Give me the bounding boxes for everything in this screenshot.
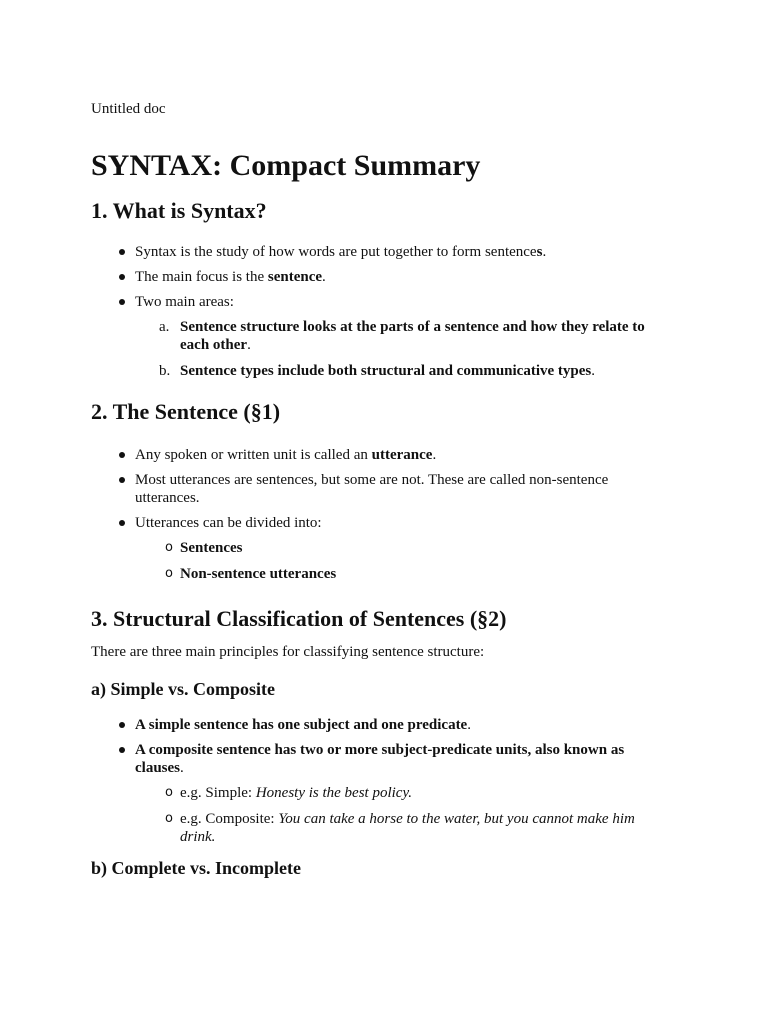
list-item (135, 446, 671, 464)
bold-text: Non-sentence utterances (180, 566, 337, 582)
section-heading-the-sentence: 2. The Sentence (§1) (91, 399, 281, 424)
list-item (165, 810, 671, 846)
bold-text: Sentence types include both structural and communicative types (180, 363, 592, 379)
list-marker: o (165, 811, 173, 826)
punctuation: . (542, 244, 547, 260)
list-marker: o (165, 566, 173, 581)
circle-list (165, 539, 671, 583)
alpha-list (159, 318, 671, 380)
list-marker: o (165, 540, 173, 555)
page-title: SYNTAX: Compact Summary (91, 149, 481, 182)
punctuation: . (322, 269, 326, 285)
list-item-text: Two main areas: (135, 294, 234, 310)
example-text: You can take a horse to the water, but you cannot make him drink. (180, 811, 635, 845)
list-marker: a. (159, 319, 170, 335)
bold-text: utterance (371, 447, 433, 463)
bold-text: A composite sentence has two or more subject-predicate units, also known as clauses (135, 742, 625, 776)
section-heading-structural-classification: 3. Structural Classification of Sentences (§2) (91, 606, 507, 631)
example-label: e.g. Composite: (180, 811, 279, 827)
list-item-text: Any spoken or written unit is called an (135, 447, 372, 463)
list-marker: o (165, 785, 173, 800)
bullet-list (135, 446, 671, 583)
punctuation: . (467, 717, 471, 733)
example-label: e.g. Simple: (180, 785, 256, 801)
punctuation: . (247, 337, 251, 353)
list-item (135, 268, 671, 286)
doc-title: Untitled doc (91, 101, 166, 117)
list-item (135, 741, 671, 846)
bold-text: s (536, 244, 543, 260)
list-item (159, 362, 671, 380)
punctuation: . (591, 363, 595, 379)
bold-text: A simple sentence has one subject and one predicate (135, 717, 468, 733)
list-item (135, 716, 671, 734)
list-item-text: Syntax is the study of how words are put together to form sentence (135, 244, 537, 260)
paragraph: There are three main principles for classifying sentence structure: (91, 644, 485, 660)
example-list (165, 784, 671, 846)
list-item (165, 539, 671, 557)
punctuation: . (180, 760, 184, 776)
bullet-list (135, 243, 671, 380)
list-item (135, 514, 671, 583)
example-text: Honesty is the best policy. (255, 785, 413, 801)
list-item-text: Utterances can be divided into: (135, 515, 322, 531)
list-item (165, 784, 671, 802)
list-item (135, 471, 671, 507)
list-item-text: Most utterances are sentences, but some are not. These are called non-sentence utterances. (135, 472, 609, 506)
list-item (135, 293, 671, 380)
section-heading-what-is-syntax: 1. What is Syntax? (91, 198, 267, 223)
bold-text: sentence (267, 269, 323, 285)
bold-text: Sentences (180, 540, 243, 556)
list-item (159, 318, 671, 354)
document-body (91, 99, 671, 880)
list-item-text: The main focus is the (135, 269, 268, 285)
punctuation: . (432, 447, 437, 463)
subsection-heading-complete-vs-incomplete: b) Complete vs. Incomplete (91, 858, 301, 878)
bold-text: Sentence structure looks at the parts of a sentence and how they relate to each other (180, 319, 645, 353)
list-marker: b. (159, 363, 171, 379)
subsection-heading-simple-vs-composite: a) Simple vs. Composite (91, 679, 275, 699)
bullet-list (135, 716, 671, 846)
list-item (135, 243, 671, 261)
list-item (165, 565, 671, 583)
